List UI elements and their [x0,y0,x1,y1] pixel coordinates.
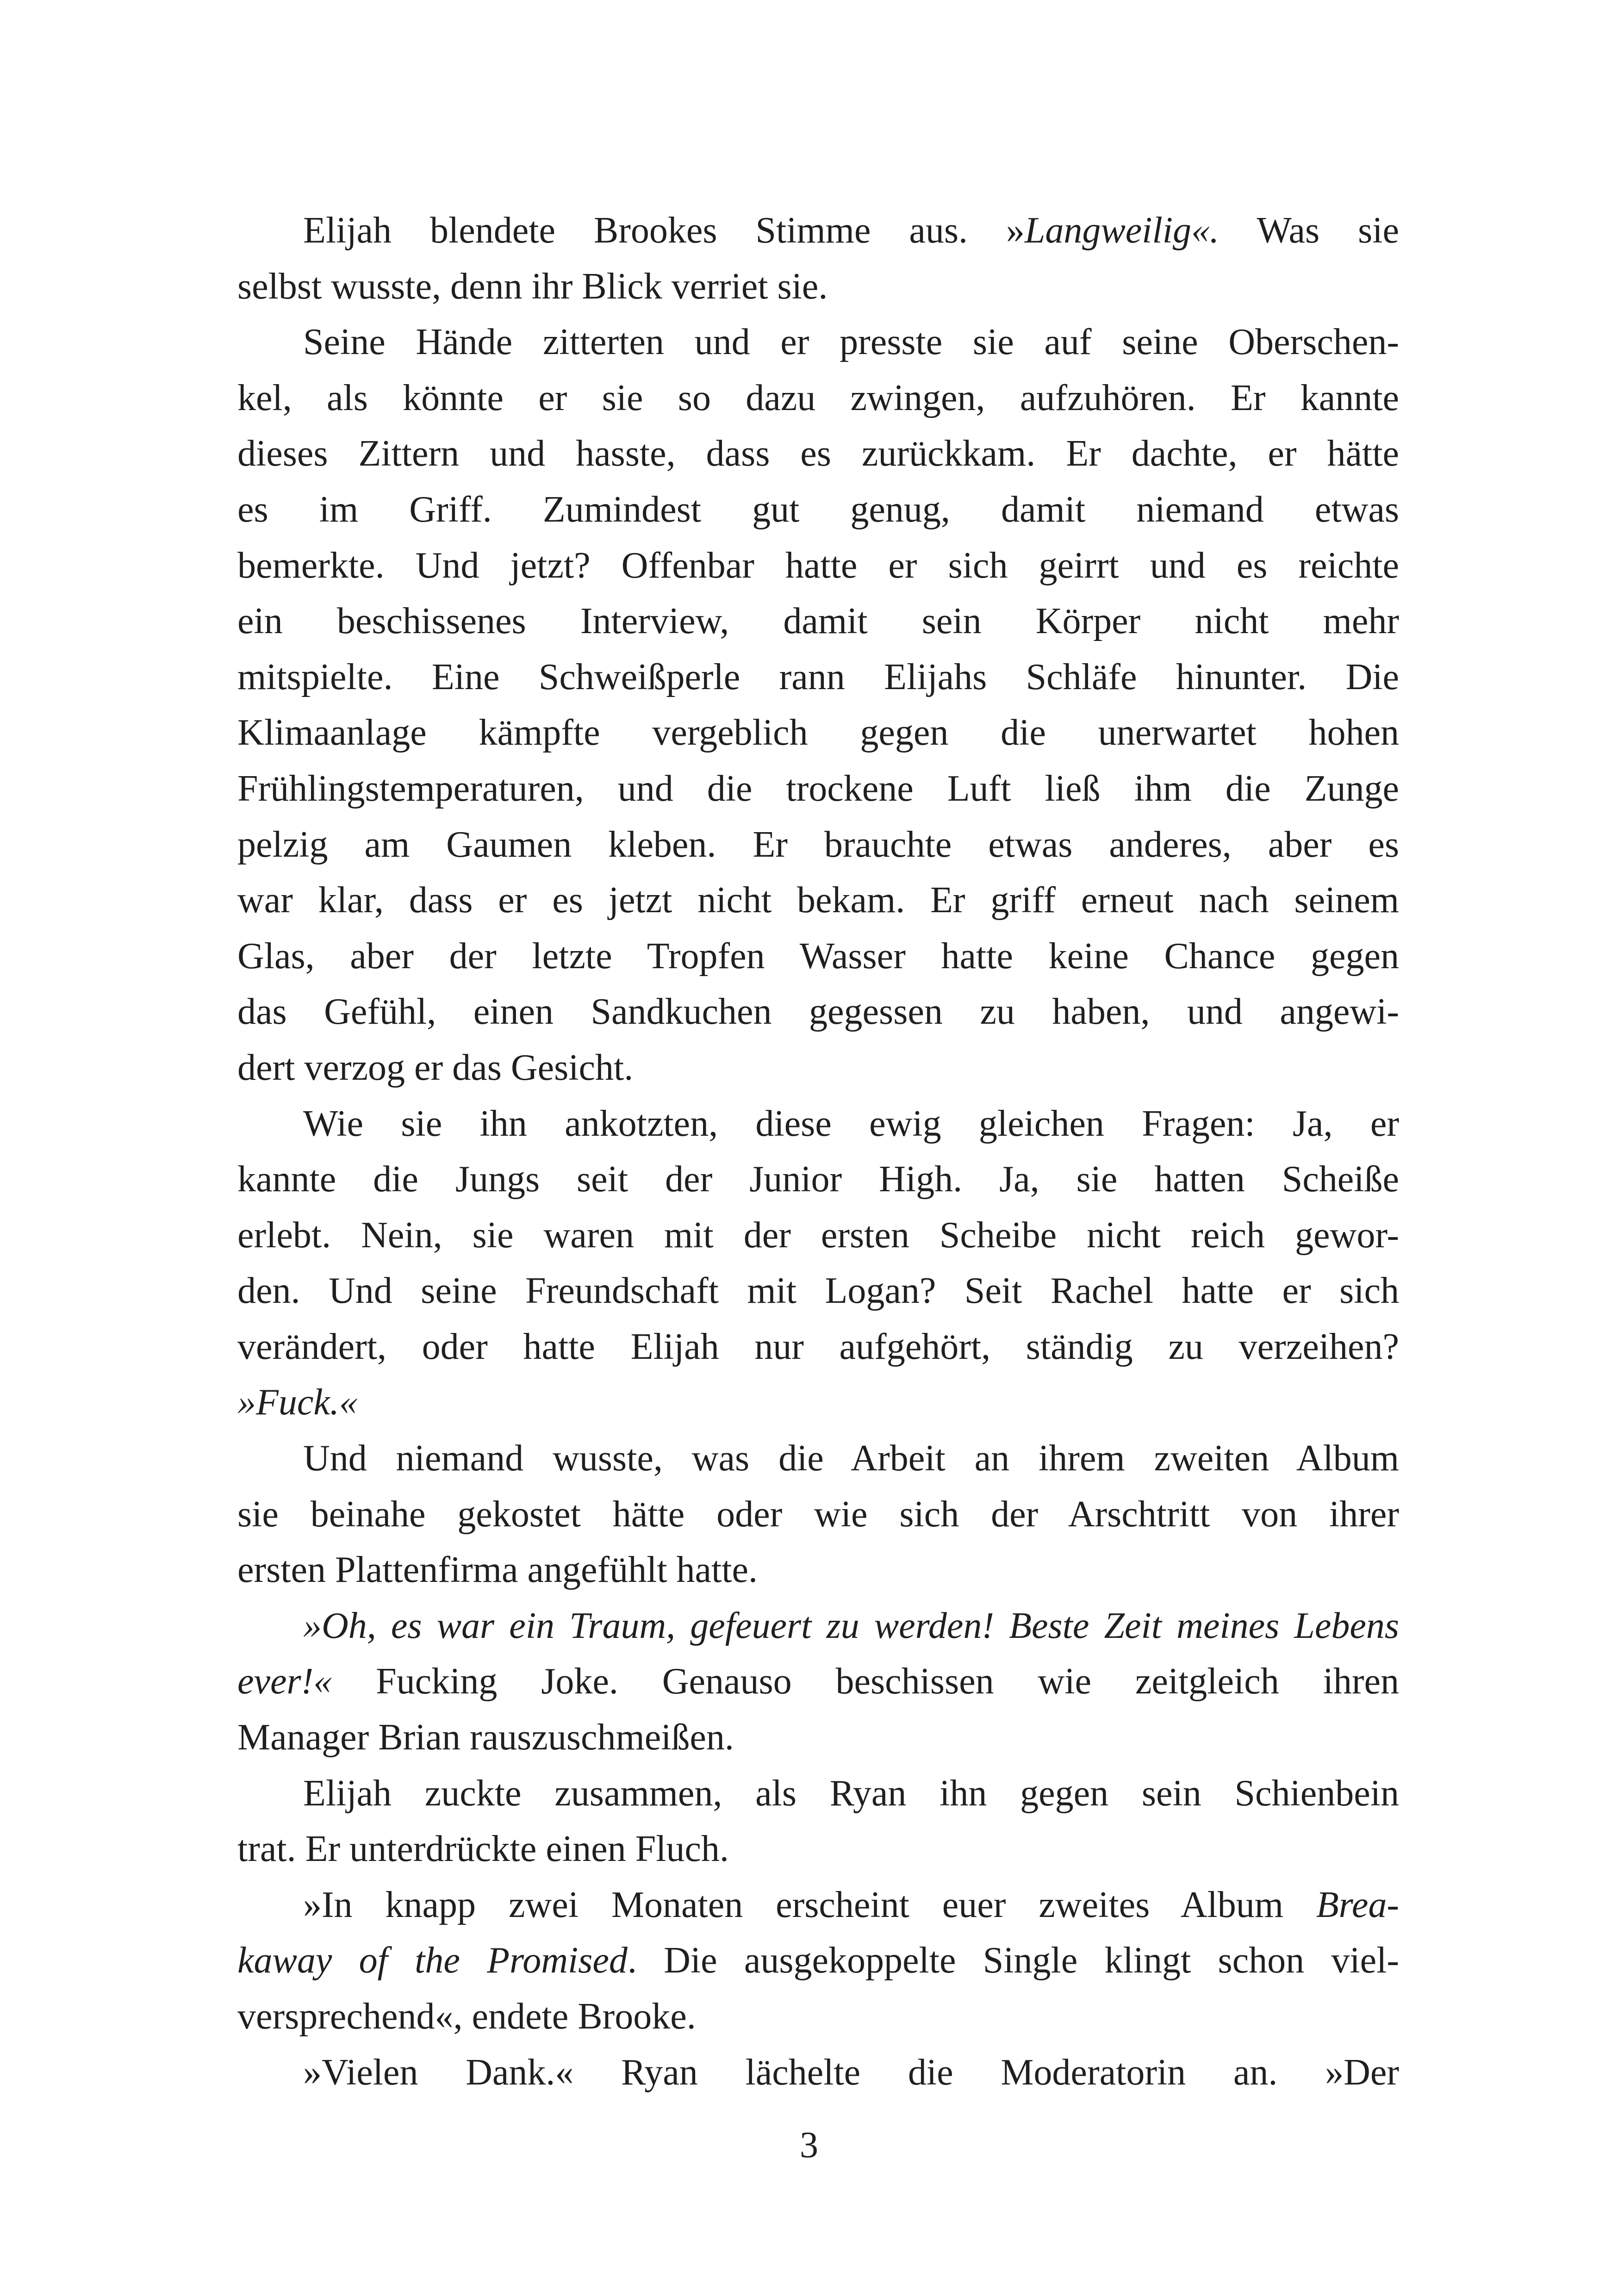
text-line [237,259,1399,315]
text-run: Seine Hände zitterten und er presste sie auf seine Oberschen- [303,322,1399,363]
text-line [237,426,1399,482]
text-line [237,593,1399,649]
italic-text: »Oh, es war ein Traum, gefeuert zu werden! Beste Zeit meines Lebens [303,1605,1399,1646]
text-run: dieses Zittern und hasste, dass es zurückkam. Er dachte, er hätte [237,433,1399,474]
text-run: dert verzog er das Gesicht. [237,1047,634,1088]
text-line [237,1151,1399,1207]
text-line [237,1989,1399,2045]
text-line [237,1877,1399,1933]
text-run: verändert, oder hatte Elijah nur aufgehört, ständig zu verzeihen? [237,1326,1399,1367]
text-line [237,872,1399,928]
text-run: Was sie [1219,210,1399,251]
text-run: sie beinahe gekostet hätte oder wie sich der Arschtritt von ihrer [237,1493,1399,1535]
text-line [237,482,1399,538]
text-line [237,1821,1399,1877]
text-run: Wie sie ihn ankotzten, diese ewig gleichen Fragen: Ja, er [303,1103,1399,1144]
paragraph [237,1096,1399,1431]
text-run: versprechend«, endete Brooke. [237,1996,696,2037]
text-line [237,1542,1399,1598]
text-line [237,538,1399,594]
text-run: trat. Er unterdrückte einen Fluch. [237,1829,729,1870]
italic-text: Langweilig«. [1024,210,1219,251]
paragraph [237,2045,1399,2101]
text-run: »In knapp zwei Monaten erscheint euer zweites Album [303,1884,1316,1925]
text-line [237,817,1399,873]
text-line [237,761,1399,817]
text-run: bemerkte. Und jetzt? Offenbar hatte er sich geirrt und es reichte [237,545,1399,586]
text-line [237,705,1399,761]
text-run: war klar, dass er es jetzt nicht bekam. Er griff erneut nach seinem [237,880,1399,921]
paragraph [237,1766,1399,1877]
text-run: Und niemand wusste, was die Arbeit an ihrem zweiten Album [303,1438,1399,1479]
text-line [237,649,1399,705]
text-line [237,1710,1399,1766]
text-line [237,984,1399,1040]
text-run: kel, als könnte er sie so dazu zwingen, aufzuhören. Er kannte [237,377,1399,418]
text-line [237,1375,1399,1431]
paragraph [237,1431,1399,1598]
text-run: den. Und seine Freundschaft mit Logan? Seit Rachel hatte er sich [237,1270,1399,1312]
text-run: Elijah blendete Brookes Stimme aus. » [303,210,1025,251]
text-run: Klimaanlage kämpfte vergeblich gegen die unerwartet hohen [237,712,1399,753]
body-text [237,203,1399,2100]
text-run: erlebt. Nein, sie waren mit der ersten Scheibe nicht reich gewor- [237,1214,1399,1256]
italic-text: ever!« [237,1661,332,1702]
text-run: selbst wusste, denn ihr Blick verriet sie. [237,266,828,307]
text-run: das Gefühl, einen Sandkuchen gegessen zu haben, und angewi- [237,991,1399,1033]
text-run: mitspielte. Eine Schweißperle rann Elijahs Schläfe hinunter. Die [237,656,1399,697]
text-run: kannte die Jungs seit der Junior High. Ja, sie hatten Scheiße [237,1159,1399,1200]
text-line [237,1766,1399,1822]
text-line [237,1598,1399,1654]
text-line [237,203,1399,259]
text-line [237,928,1399,984]
paragraph [237,314,1399,1095]
text-line [237,2045,1399,2101]
text-line [237,370,1399,426]
italic-text: Brea- [1316,1884,1399,1925]
text-run: pelzig am Gaumen kleben. Er brauchte etwas anderes, aber es [237,824,1399,865]
text-run: . Die ausgekoppelte Single klingt schon viel- [627,1940,1399,1981]
text-line [237,1263,1399,1319]
text-run: »Vielen Dank.« Ryan lächelte die Moderatorin an. »Der [303,2052,1399,2093]
text-run: Manager Brian rauszuschmeißen. [237,1717,734,1758]
text-line [237,1933,1399,1989]
text-run: es im Griff. Zumindest gut genug, damit niemand etwas [237,489,1399,530]
text-line [237,1040,1399,1096]
italic-text: »Fuck.« [237,1382,358,1423]
text-line [237,1319,1399,1375]
text-run: ersten Plattenfirma angefühlt hatte. [237,1549,758,1591]
text-line [237,1207,1399,1263]
paragraph [237,203,1399,314]
paragraph [237,1598,1399,1766]
text-line [237,1431,1399,1487]
paragraph [237,1877,1399,2045]
text-line [237,1654,1399,1710]
text-run: Frühlingstemperaturen, und die trockene Luft ließ ihm die Zunge [237,768,1399,809]
text-run: Fucking Joke. Genauso beschissen wie zeitgleich ihren [332,1661,1399,1702]
text-run: ein beschissenes Interview, damit sein Körper nicht mehr [237,601,1399,642]
text-line [237,1487,1399,1543]
text-run: Elijah zuckte zusammen, als Ryan ihn gegen sein Schienbein [303,1773,1399,1814]
text-line [237,1096,1399,1152]
text-line [237,314,1399,370]
page-number: 3 [800,2125,818,2165]
text-run: Glas, aber der letzte Tropfen Wasser hatte keine Chance gegen [237,935,1399,977]
italic-text: kaway of the Promised [237,1940,628,1981]
